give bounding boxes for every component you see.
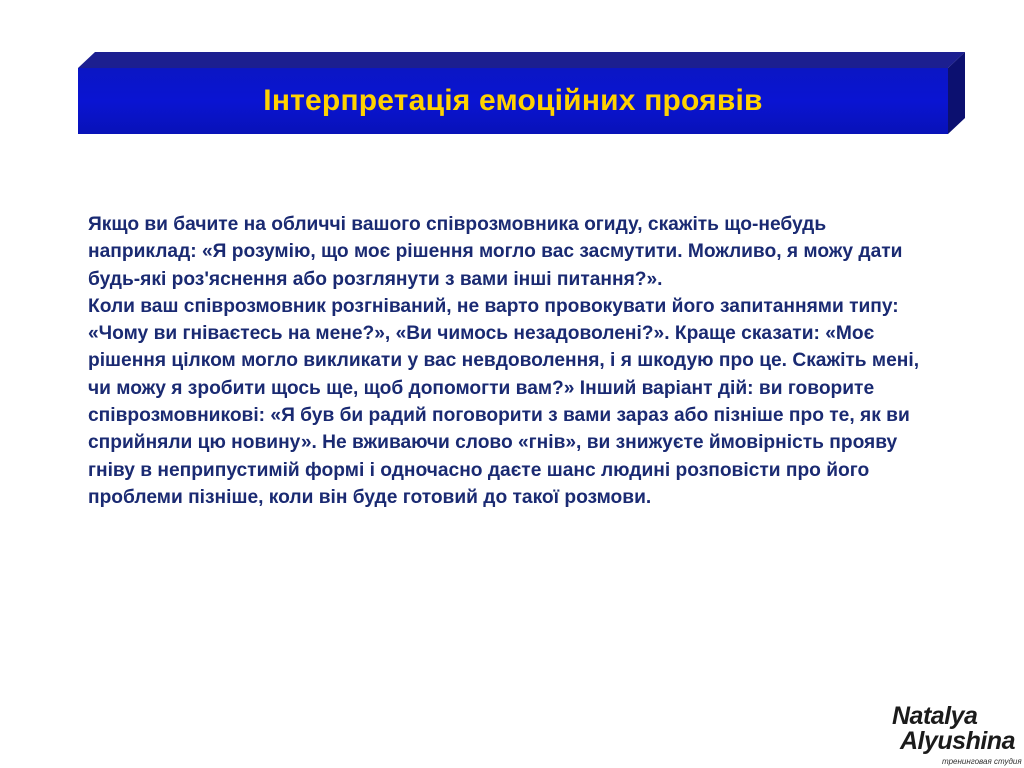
logo-subtitle: тренинговая студия [942,757,1022,766]
studio-logo [870,702,1024,768]
title-bar [0,0,1024,140]
logo-line-first-name: Natalya [892,702,978,730]
paragraph-disgust: Якщо ви бачите на обличчі вашого співрозмовника огиду, скажіть що-небудь наприклад: «Я розумію, що моє рішення могло вас засмутити. Можливо, я можу дати будь-які роз'яснення або розглянути з вами інші питання?». [88,214,903,290]
title-bar-top-face [78,52,965,68]
paragraph-anger: Коли ваш співрозмовник розгніваний, не варто провокувати його запитаннями типу: «Чому ви гніваєтесь на мене?», «Ви чимось незадоволені?». Краще сказати: «Моє рішення цілком могло викликати у вас невдоволення, і я шкодую про це. Скажіть мені, чи можу я зробити щось ще, щоб допомогти вам?» Інший варіант дій: ви говорите співрозмовникові: «Я був би радий поговорити з вами зараз або пізніше про те, як ви сприйняли цю новину». Не вживаючи слово «гнів», ви знижуєте ймовірність прояву гніву в неприпустимій формі і одночасно даєте шанс людині розповісти про його проблеми пізніше, коли він буде готовий до такої розмови. [88,295,920,508]
logo-line-last-name: Alyushina [900,727,1015,755]
page-title: Інтерпретація емоційних проявів [263,84,763,117]
body-text [88,211,938,511]
